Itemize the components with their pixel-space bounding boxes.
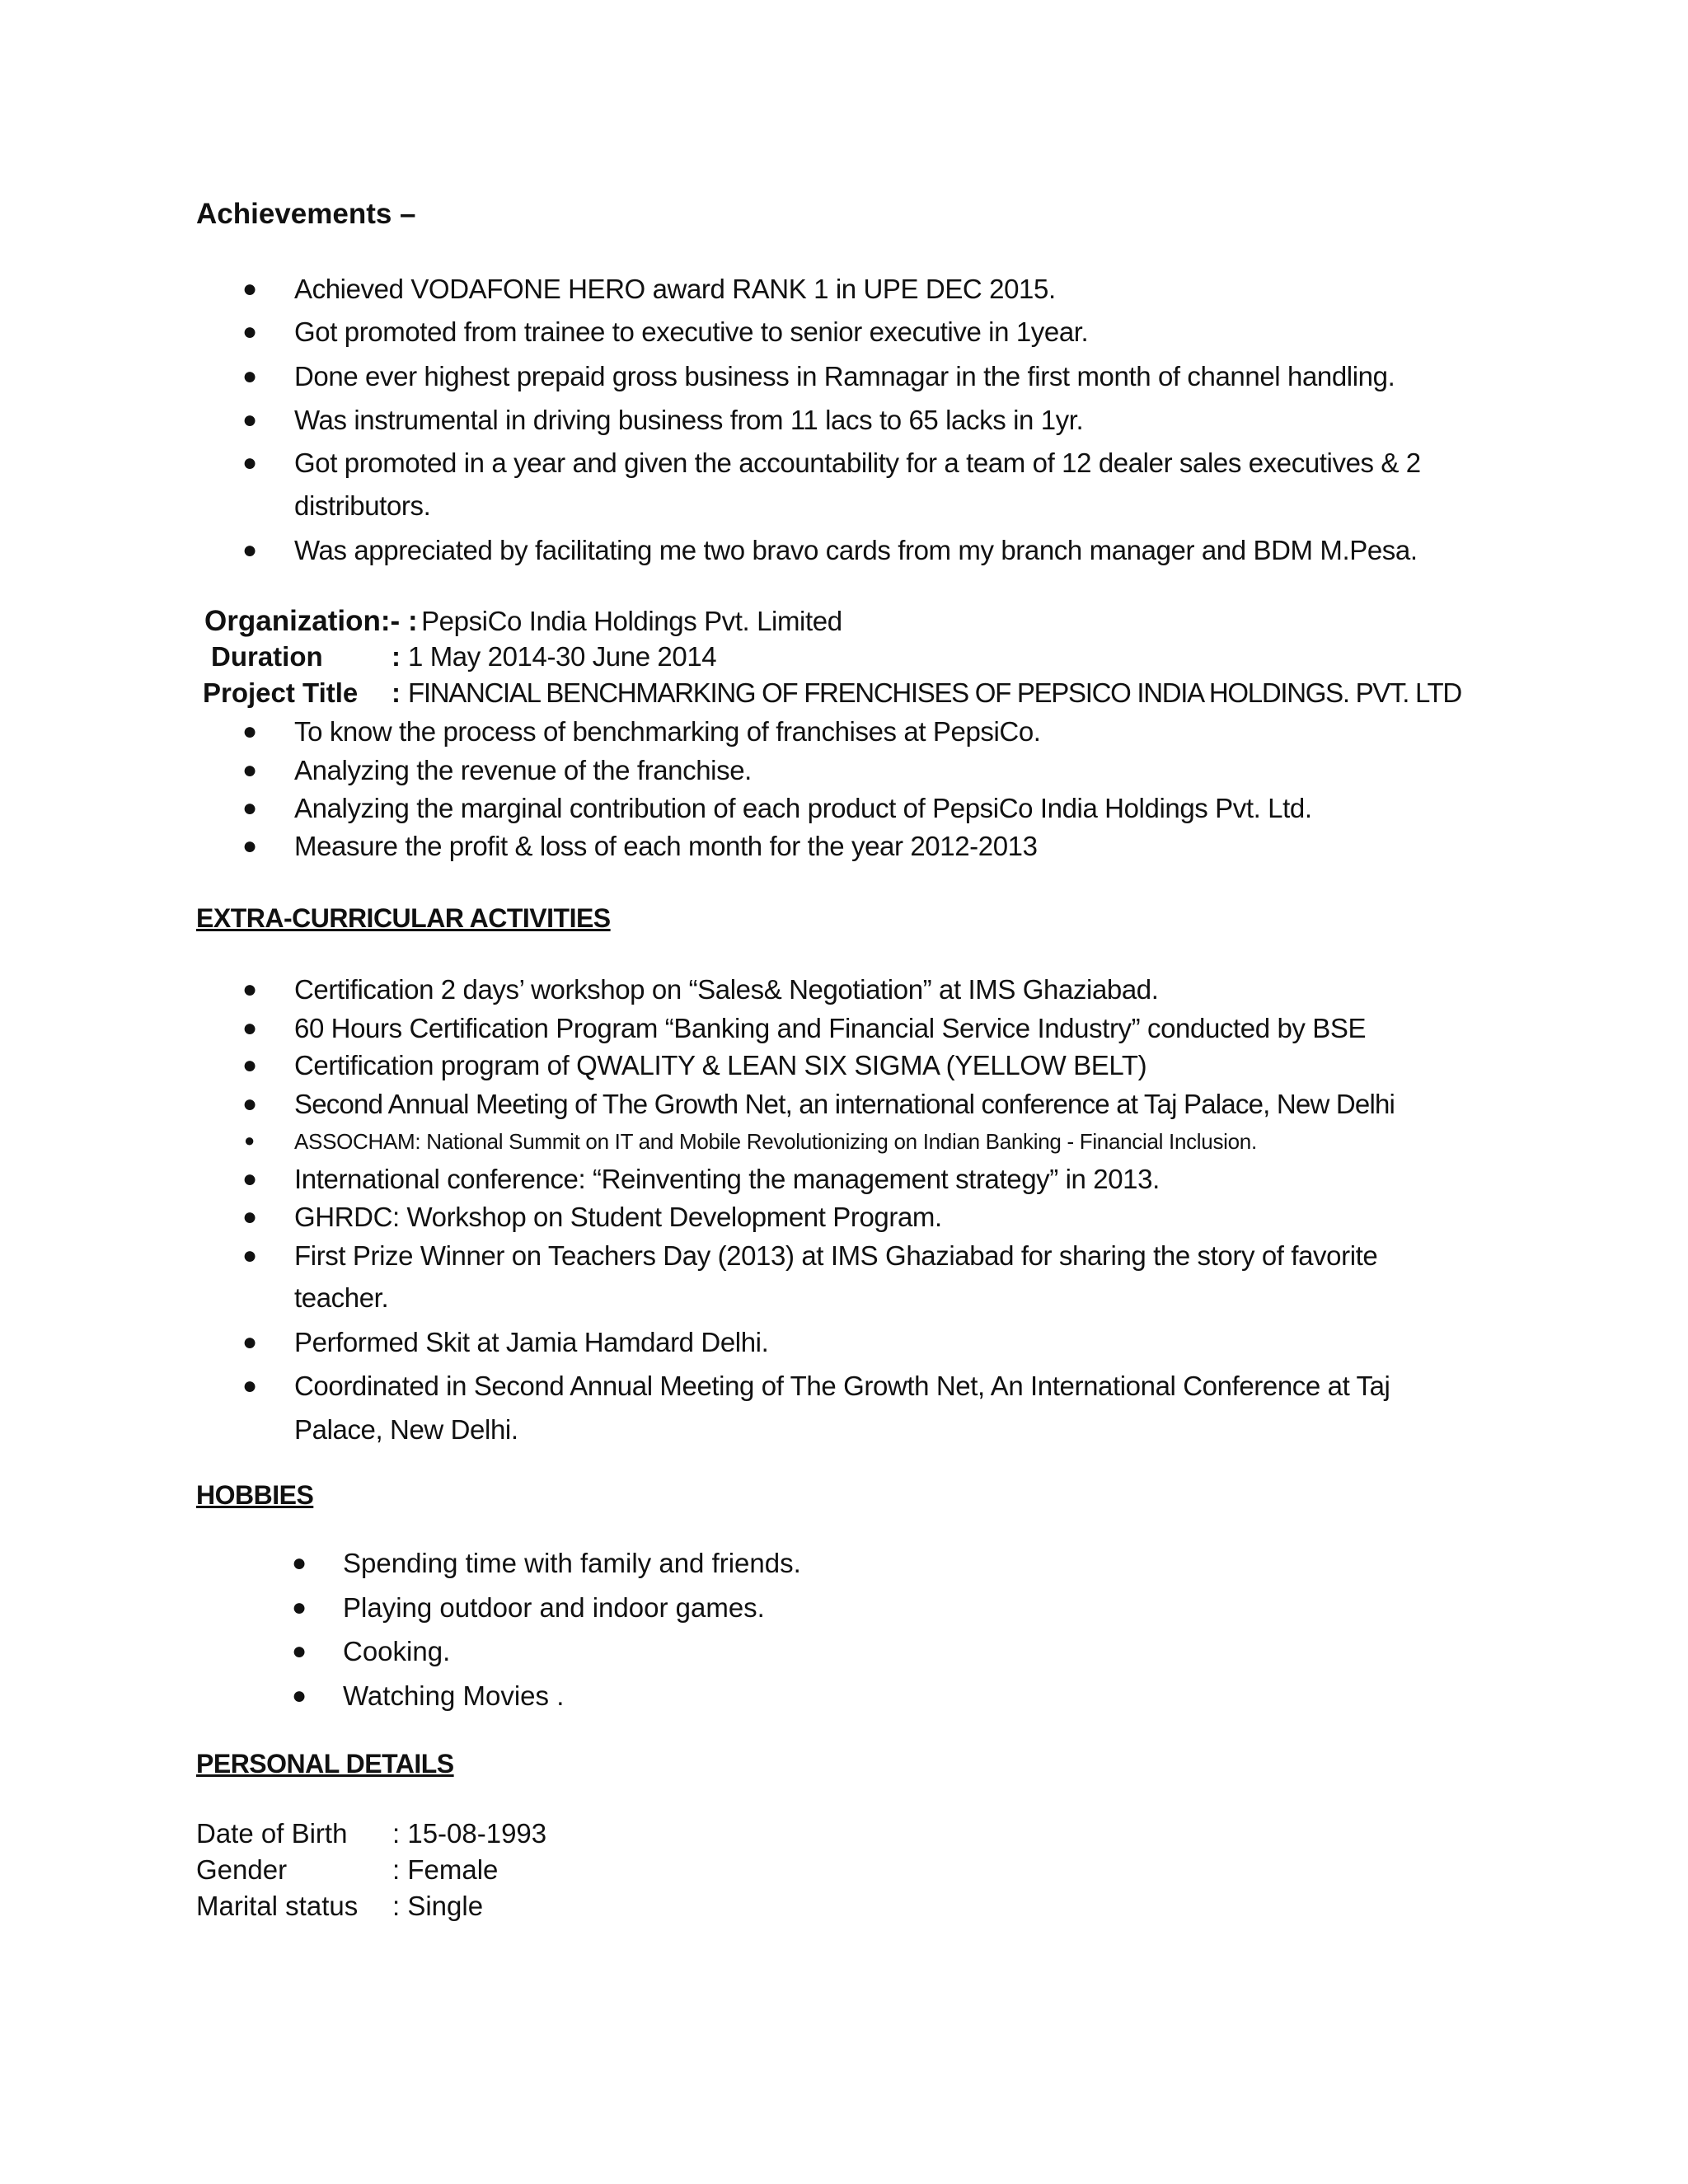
- achievement-item-continuation: distributors.: [294, 490, 431, 521]
- bullet-icon: ●: [242, 1203, 258, 1230]
- project-title-label: Project Title: [203, 677, 359, 708]
- activity-item: GHRDC: Workshop on Student Development Program.: [294, 1202, 942, 1232]
- bullet-icon: ●: [242, 275, 258, 302]
- activity-item: Performed Skit at Jamia Hamdard Delhi.: [294, 1327, 769, 1357]
- gender-value: : Female: [392, 1854, 499, 1885]
- achievement-item: Was instrumental in driving business from 11 lacs to 65 lacks in 1yr.: [294, 405, 1084, 435]
- activity-item-continuation: teacher.: [294, 1282, 389, 1313]
- personal-details-heading: PERSONAL DETAILS: [196, 1749, 454, 1779]
- bullet-icon: ●: [292, 1594, 307, 1621]
- hobby-item: Spending time with family and friends.: [343, 1548, 801, 1578]
- bullet-icon: ●: [242, 757, 258, 784]
- achievements-heading: Achievements –: [196, 198, 416, 230]
- project-item: To know the process of benchmarking of franchises at PepsiCo.: [294, 716, 1041, 747]
- activity-item: ASSOCHAM: National Summit on IT and Mobile Revolutionizing on Indian Banking - Financial Inclusion.: [294, 1129, 1257, 1154]
- activity-item: 60 Hours Certification Program “Banking and Financial Service Industry” conducted by BSE: [294, 1013, 1367, 1043]
- hobby-item: Playing outdoor and indoor games.: [343, 1592, 765, 1623]
- bullet-icon: ●: [242, 1090, 258, 1118]
- bullet-icon: ●: [242, 1165, 258, 1193]
- bullet-icon: ●: [242, 794, 258, 822]
- project-item: Analyzing the revenue of the franchise.: [294, 755, 752, 785]
- project-title-separator: :: [392, 677, 401, 708]
- hobby-item: Watching Movies .: [343, 1680, 565, 1711]
- marital-status-label: Marital status: [196, 1891, 359, 1921]
- bullet-icon: ●: [242, 1242, 258, 1269]
- bullet-icon: ●: [292, 1549, 307, 1577]
- duration-label: Duration: [211, 641, 323, 672]
- achievement-item: Got promoted in a year and given the accountability for a team of 12 dealer sales executives & 2: [294, 448, 1421, 478]
- marital-status-value: : Single: [392, 1891, 484, 1921]
- project-item: Analyzing the marginal contribution of each product of PepsiCo India Holdings Pvt. Ltd.: [294, 793, 1312, 823]
- bullet-icon: ●: [292, 1638, 307, 1665]
- activity-item: Certification program of QWALITY & LEAN SIX SIGMA (YELLOW BELT): [294, 1050, 1147, 1080]
- dob-value: : 15-08-1993: [392, 1818, 547, 1849]
- bullet-icon: ●: [242, 1015, 258, 1042]
- bullet-icon: ●: [242, 976, 258, 1003]
- bullet-icon: ●: [242, 1052, 258, 1079]
- activity-item: Coordinated in Second Annual Meeting of The Growth Net, An International Conference at Taj: [294, 1371, 1390, 1401]
- achievement-item: Got promoted from trainee to executive to senior executive in 1year.: [294, 316, 1089, 347]
- bullet-icon: ●: [242, 718, 258, 745]
- activity-item: Certification 2 days’ workshop on “Sales& Negotiation” at IMS Ghaziabad.: [294, 974, 1159, 1005]
- activity-item-continuation: Palace, New Delhi.: [294, 1414, 518, 1445]
- hobby-item: Cooking.: [343, 1636, 451, 1666]
- activity-item: First Prize Winner on Teachers Day (2013) at IMS Ghaziabad for sharing the story of favorite: [294, 1240, 1378, 1271]
- project-title-value: FINANCIAL BENCHMARKING OF FRENCHISES OF PEPSICO INDIA HOLDINGS. PVT. LTD: [408, 677, 1461, 708]
- duration-separator: :: [392, 641, 401, 672]
- extra-curricular-heading: EXTRA-CURRICULAR ACTIVITIES: [196, 903, 611, 933]
- achievement-item: Done ever highest prepaid gross business in Ramnagar in the first month of channel handling.: [294, 361, 1395, 391]
- bullet-icon: ●: [244, 1130, 256, 1151]
- gender-label: Gender: [196, 1854, 288, 1885]
- bullet-icon: ●: [242, 832, 258, 860]
- dob-label: Date of Birth: [196, 1818, 348, 1849]
- bullet-icon: ●: [242, 1329, 258, 1356]
- achievement-item: Was appreciated by facilitating me two bravo cards from my branch manager and BDM M.Pesa.: [294, 535, 1418, 565]
- organization-label: Organization:-: [204, 605, 401, 637]
- bullet-icon: ●: [242, 1372, 258, 1399]
- activity-item: Second Annual Meeting of The Growth Net, an international conference at Taj Palace, New Delhi: [294, 1089, 1395, 1119]
- activity-item: International conference: “Reinventing the management strategy” in 2013.: [294, 1164, 1160, 1194]
- organization-line: [204, 605, 842, 638]
- bullet-icon: ●: [242, 318, 258, 345]
- duration-value: 1 May 2014-30 June 2014: [408, 641, 717, 672]
- achievement-item: Achieved VODAFONE HERO award RANK 1 in UPE DEC 2015.: [294, 274, 1056, 304]
- hobbies-heading: HOBBIES: [196, 1480, 314, 1510]
- project-item: Measure the profit & loss of each month for the year 2012-2013: [294, 831, 1038, 861]
- organization-separator: :: [400, 605, 418, 637]
- bullet-icon: ●: [242, 406, 258, 434]
- bullet-icon: ●: [242, 537, 258, 564]
- bullet-icon: ●: [292, 1682, 307, 1709]
- bullet-icon: ●: [242, 363, 258, 390]
- organization-value: PepsiCo India Holdings Pvt. Limited: [421, 606, 842, 636]
- bullet-icon: ●: [242, 449, 258, 476]
